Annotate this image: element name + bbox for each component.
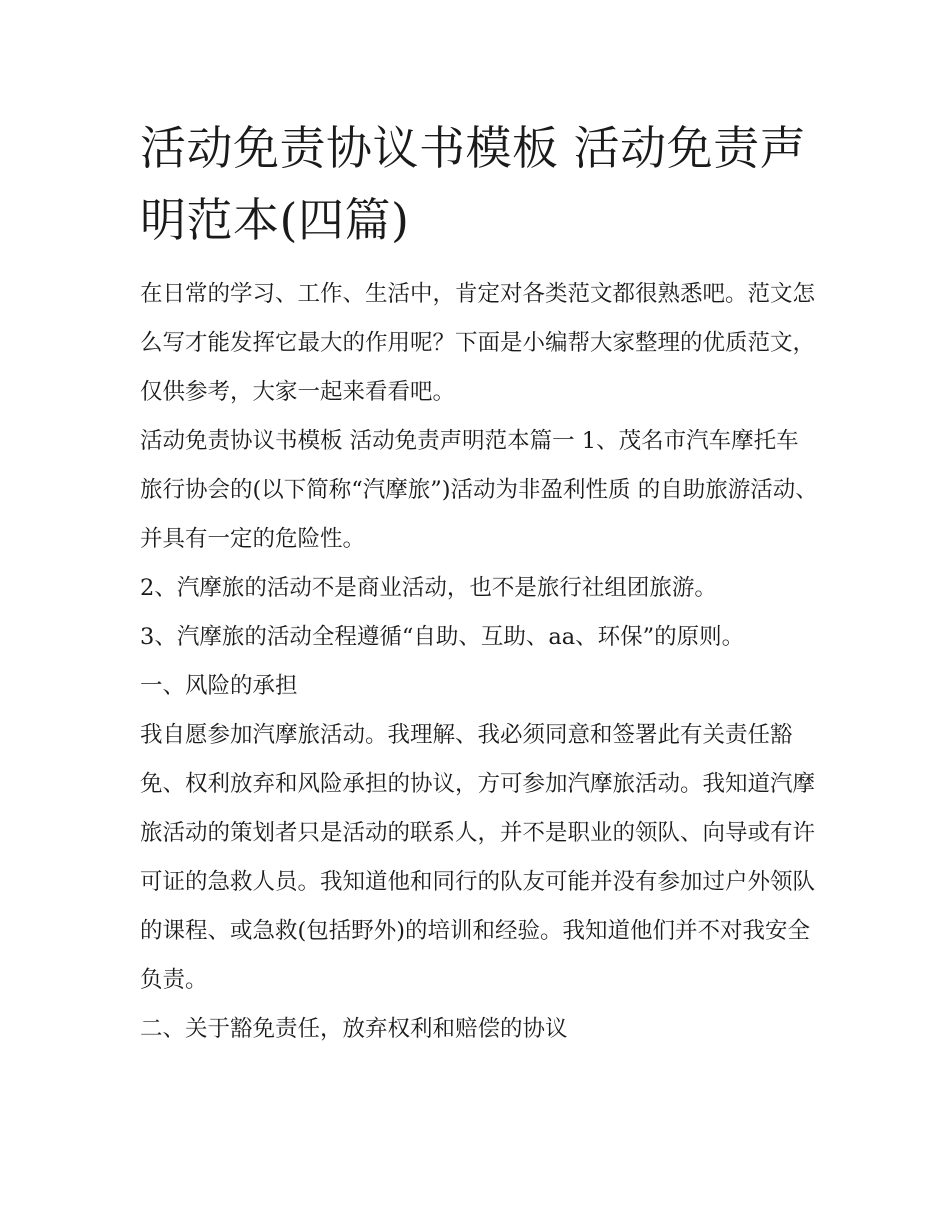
heading-risk: 一、风险的承担 xyxy=(140,673,298,699)
heading-waiver: 二、关于豁免责任，放弃权利和赔偿的协议 xyxy=(140,1016,568,1042)
document-title: 活动免责协议书模板 活动免责声明范本(四篇) xyxy=(140,121,807,247)
document-page xyxy=(140,112,820,1054)
paragraph-item-3: 3、汽摩旅的活动全程遵循“自助、互助、aa、环保”的原则。 xyxy=(140,624,745,650)
paragraph-risk: 我自愿参加汽摩旅活动。我理解、我必须同意和签署此有关责任豁免、权利放弃和风险承担的协议，方可参加汽摩旅活动。我知道汽摩旅活动的策划者只是活动的联系人，并不是职业的领队、向导或有许可证的急救人员。我知道他和同行的队友可能并没有参加过户外领队的课程、或急救(包括野外)的培训和经验。我知道他们并不对我安全负责。 xyxy=(140,722,816,993)
paragraph-section-one-intro: 活动免责协议书模板 活动免责声明范本篇一 1、茂名市汽车摩托车旅行协会的(以下简称“汽摩旅”)活动为非盈利性质 的自助旅游活动、并具有一定的危险性。 xyxy=(140,428,818,552)
paragraph-intro: 在日常的学习、工作、生活中，肯定对各类范文都很熟悉吧。范文怎么写才能发挥它最大的作用呢？下面是小编帮大家整理的优质范文，仅供参考，大家一起来看看吧。 xyxy=(140,281,816,405)
paragraph-item-2: 2、汽摩旅的活动不是商业活动，也不是旅行社组团旅游。 xyxy=(140,575,717,601)
document-body xyxy=(140,270,820,1054)
